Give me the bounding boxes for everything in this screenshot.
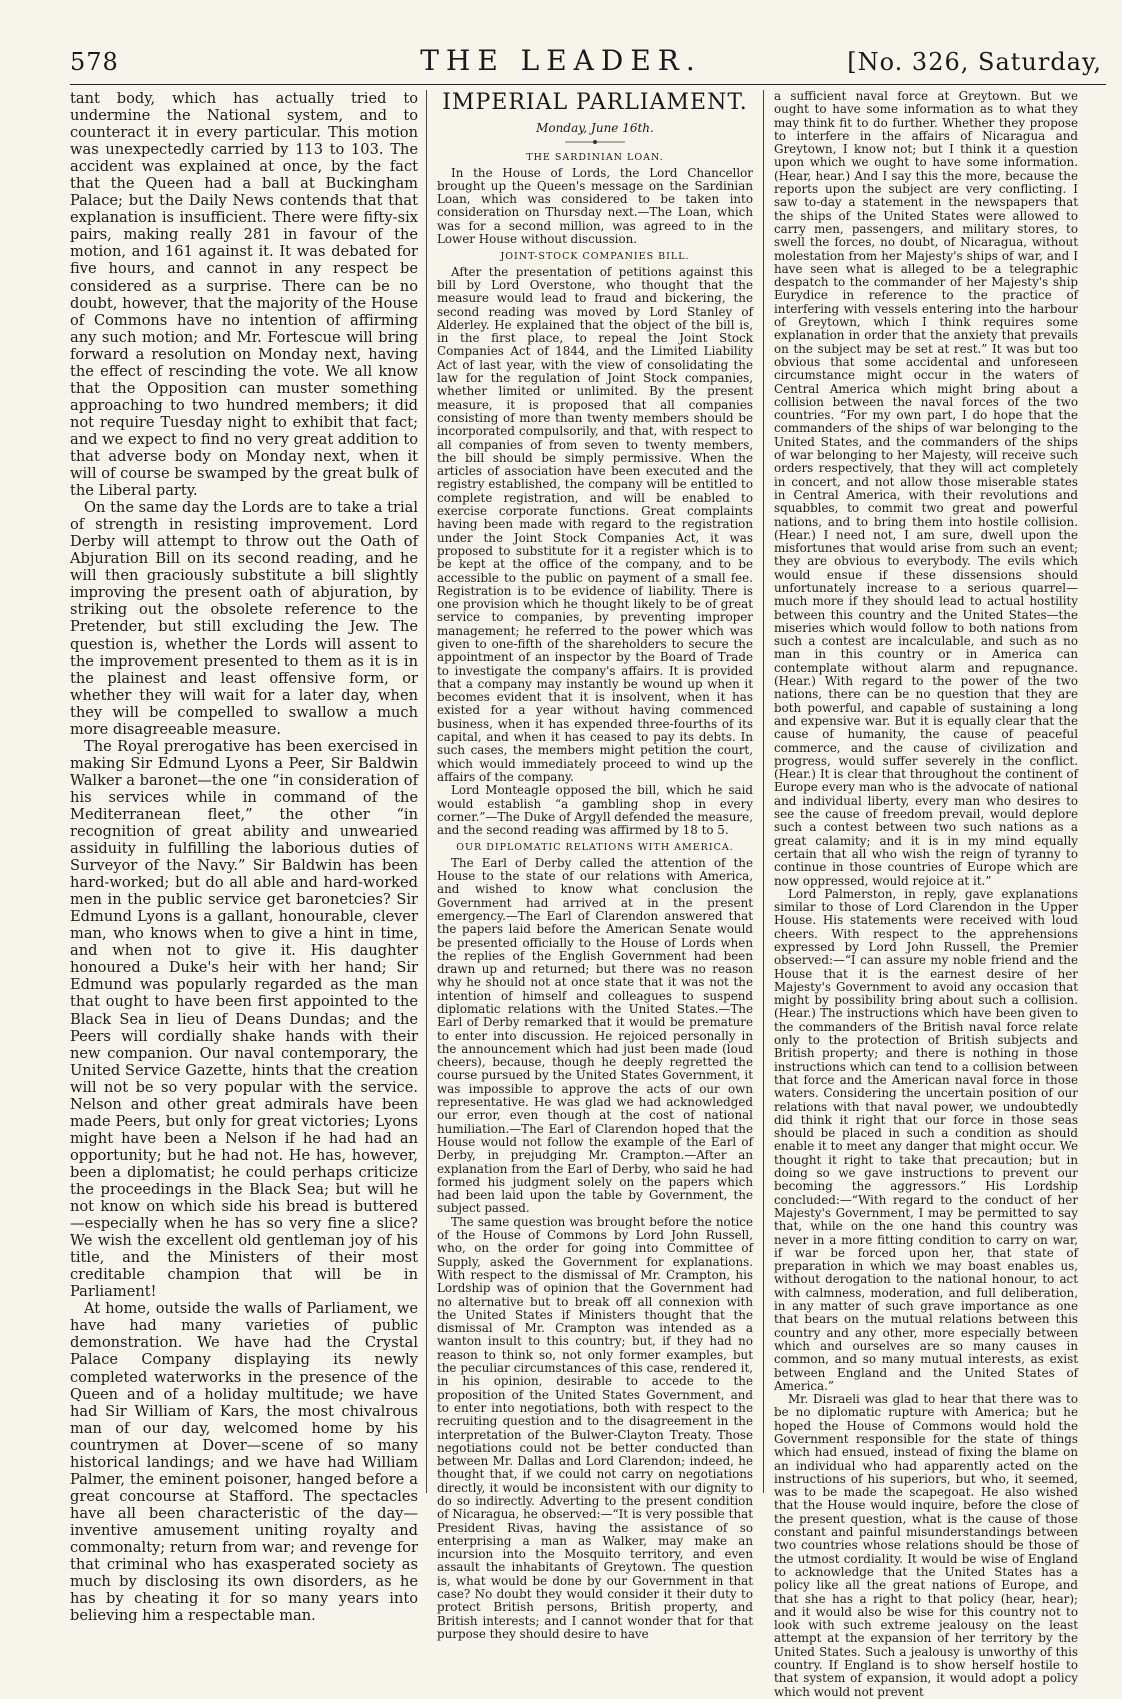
ornament-rule: [565, 139, 625, 145]
subheading: JOINT-STOCK COMPANIES BILL.: [500, 251, 690, 263]
paragraph: The same question was brought before the notice of the House of Commons by Lord John Russell, who, on the order for going into Committee of Supply, asked the Government for explanations. With respect to the dismissal of Mr. Crampton, his Lordship was of opinion that the Government had no alternative but to break off all connexion with the United States if Ministers thought that the dismissal of Mr. Crampton was intended as a wanton insult to this country; but, if they had no reason to think so, not only former examples, but the peculiar circumstances of this case, rendered it, in his opinion, desirable to accede to the proposition of the United States Government, and to enter into negotiations, both with respect to the recruiting question and to the disagreement in the interpretation of the Bulwer-Clayton Treaty. Those negotiations could not be better conducted than between Mr. Dallas and Lord Clarendon; indeed, he thought that, if we could not carry on negotiations directly, it would be inconsistent with our dignity to do so indirectly. Adverting to the present condition of Nicaragua, he observed:—“It is very possible that President Rivas, having the assistance of so enterprising a man as Walker, may make an incursion into the Mosquito territory, and even assault the inhabitants of Greytown. The question is, what would be done by our Government in that case? No doubt they would consider it their duty to protect British persons, British property, and British interests; and I cannot wonder that for that purpose they should desire to have: [437, 1214, 753, 1641]
paragraph: The Earl of Derby called the attention of the House to the state of our relations with America, and wished to know what conclusion the Government had arrived at in the present emergency.—The Earl of Clarendon answered that the papers laid before the American Senate would be presented officially to the House of Lords when the replies of the English Government had been drawn up and returned; but there was no reason why he should not at once state that it was not the intention of himself and colleagues to suspend diplomatic relations with the United States.—The Earl of Derby remarked that it would be premature to enter into discussion. He rejoiced personally in the announcement which had just been made (loud cheers), because, though he deeply regretted the course pursued by the United States Government, it was impossible to approve the acts of our own representative. He was glad we had acknowledged our error, even though at the cost of national humiliation.—The Earl of Clarendon hoped that the House would not follow the example of the Earl of Derby, in prejudging Mr. Crampton.—After an explanation from the Earl of Derby, who said he had formed his judgment solely on the papers which had been laid upon the table by Government, the subject passed.: [437, 855, 753, 1216]
newspaper-title: THE LEADER.: [420, 44, 702, 77]
subheading: THE SARDINIAN LOAN.: [526, 152, 664, 164]
paragraph: Lord Palmerston, in reply, gave explanations similar to those of Lord Clarendon in the Upper House. His statements were received with loud cheers. With respect to the apprehensions expressed by Lord John Russell, the Premier observed:—“I can assure my noble friend and the House that it is the earnest desire of her Majesty's Government to avoid any occasion that might by possibility bring about such a collision. (Hear.) The instructions which have been given to the commanders of the British naval force relate only to the protection of British subjects and British property; and there is nothing in those instructions which can tend to a collision between that force and the American naval force in those waters. Considering the uncertain position of our relations with that naval power, we undoubtedly did think it right that our force in those seas should be placed in such a condition as should enable it to meet any danger that might occur. We thought it right to take that precaution; but in doing so we gave instructions to prevent our becoming the aggressors.” His Lordship concluded:—“With regard to the conduct of her Majesty's Government, I may be permitted to say that, while on the one hand this country was never in a more fitting condition to carry on war, if war be forced upon her, that state of preparation in which we may boast enables us, without derogation to the national honour, to act with calmness, moderation, and full deliberation, in any matter of such grave importance as one that bears on the mutual relations between this country and any other, more especially between which and ourselves are so many causes in common, and so many mutual interests, as exist between England and the United States of America.”: [774, 886, 1078, 1393]
subheading: OUR DIPLOMATIC RELATIONS WITH AMERICA.: [456, 842, 734, 854]
issue-info: [No. 326, Saturday,: [847, 48, 1102, 76]
page-number: 578: [70, 48, 119, 76]
paragraph: At home, outside the walls of Parliament, we have had many varieties of public demonstration. We have had the Crystal Palace Company displaying its newly completed waterworks in the presence of the Queen and of a holiday multitude; we have had Sir William of Kars, the most chivalrous man of our day, welcomed home by his countrymen at Dover—scene of so many historical landings; and we have had William Palmer, the eminent poisoner, hanged before a great concourse at Stafford. The spectacles have all been characteristic of the day—inventive amusement uniting royalty and commonalty; return from war; and revenge for that criminal who has exasperated society as much by disclosing its own disorders, as he has by cheating it for so many years into believing him a respectable man.: [70, 1300, 418, 1625]
section-date: Monday, June 16th.: [536, 121, 654, 135]
paragraph: Mr. Disraeli was glad to hear that there was to be no diplomatic rupture with America; but he hoped the House of Commons would hold the Government responsible for the state of things which had ensued, instead of fixing the blame on an individual who had apparently acted on the instructions of his superiors, but who, it seemed, was to be made the scapegoat. He also wished that the House would inquire, before the close of the present question, what is the cause of those constant and painful misunderstandings between two countries whose relations should be those of the utmost cordiality. It would be wise of England to acknowledge that the United States has a policy like all the great nations of Europe, and that she has a right to that policy (hear, hear); and it would also be wise for this country not to look with such extreme jealousy on the least attempt at the expansion of her territory by the United States. Such a jealousy is unworthy of this country. If England is to show herself hostile to that system of expansion, it would adopt a policy which would not prevent: [774, 1392, 1078, 1699]
column-parliament: [426, 90, 763, 1641]
column-parliament-continued: [763, 89, 1078, 1699]
paragraph: a sufficient naval force at Greytown. But we ought to have some information as to what they may think fit to do further. Whether they propose to interfere in the affairs of Nicaragua and Greytown, I know not; but I think it a question upon which we ought to have some information. (Hear, hear.) And I say this the more, because the reports upon the subject are very conflicting. I saw to-day a statement in the newspapers that the ships of the United States were allowed to carry men, passengers, and military stores, to swell the forces, no doubt, of Nicaragua, without molestation from her Majesty's ships of war, and I have seen what is alleged to be a telegraphic despatch to the commander of her Majesty's ship Eurydice in reference to the practice of interfering with vessels entering into the harbour of Greytown, which I think requires some explanation in order that the anxiety that prevails on the subject may be set at rest.” It was but too obvious that some accidental and unforeseen circumstance might occur in the waters of Central America which might bring about a collision between the naval forces of the two countries. “For my own part, I do hope that the commanders of the ships of war belonging to the United States, and the commanders of the ships of war belonging to her Majesty, will receive such orders respectively, that they will act completely in concert, and not allow those miserable states in Central America, with their revolutions and squabbles, to commit two great and powerful nations, and to bring them into hostile collision. (Hear.) I need not, I am sure, dwell upon the misfortunes that would arise from such an event; they are obvious to everybody. The evils which would ensue if these dissensions should unfortunately increase to a serious quarrel—much more if they should lead to actual hostility between this country and the United States—the miseries which would follow to both nations from such a contest are incalculable, and such as no man in this country or in America can contemplate without alarm and repugnance. (Hear.) With regard to the power of the two nations, there can be no question that they are both powerful, and capable of sustaining a long and expensive war. But it is equally clear that the cause of humanity, the cause of peaceful commerce, and the cause of civilization and progress, would suffer severely in the conflict. (Hear.) It is clear that throughout the continent of Europe every man who is the advocate of national and individual liberty, every man who desires to see the cause of freedom prevail, would deplore such a contest between two such nations as a great calamity; and it is in my mind equally certain that all who wish the reign of tyranny to continue in those countries of Europe which are now oppressed, would rejoice at it.”: [774, 89, 1078, 888]
columns: [70, 89, 1106, 1699]
paragraph: tant body, which has actually tried to undermine the National system, and to counteract it in every particular. This motion was unexpectedly carried by 113 to 103. The accident was explained at once, by the fact that the Queen had a ball at Buckingham Palace; but the Daily News contends that that explanation is insufficient. There were fifty-six pairs, making really 281 in favour of the motion, and 161 against it. It was debated for five hours, and cannot in any respect be considered as a surprise. There can be no doubt, however, that the majority of the House of Commons have no intention of affirming any such motion; and Mr. Fortescue will bring forward a resolution on Monday next, having the effect of rescinding the vote. We all know that the Opposition can muster something approaching to two hundred members; it did not require Tuesday night to exhibit that fact; and we expect to find no very great addition to that adverse body on Monday next, when it will of course be swamped by the great bulk of the Liberal party.: [70, 90, 418, 500]
paragraph: In the House of Lords, the Lord Chancellor brought up the Queen's message on the Sardinian Loan, which was considered to be taken into consideration on Thursday next.—The Loan, which was for a second million, was agreed to in the Lower House without discussion.: [437, 165, 753, 247]
paragraph: On the same day the Lords are to take a trial of strength in resisting improvement. Lord Derby will attempt to throw out the Oath of Abjuration Bill on its second reading, and he will then graciously substitute a bill slightly improving the present oath of abjuration, by striking out the obsolete reference to the Pretender, but still excluding the Jew. The question is, whether the Lords will assent to the improvement presented to them as it is in the plainest and least offensive form, or whether they will wait for a later day, when they will be compelled to swallow a much more disagreeable measure.: [70, 499, 418, 738]
section-title: IMPERIAL PARLIAMENT.: [442, 90, 748, 115]
paragraph: After the presentation of petitions against this bill by Lord Overstone, who thought that the measure would lead to fraud and bickering, the second reading was moved by Lord Stanley of Alderley. He explained that the object of the bill is, in the first place, to repeal the Joint Stock Companies Act of 1844, and the Limited Liability Act of last year, with the view of consolidating the law for the regulation of Joint Stock companies, whether limited or unlimited. By the present measure, it is proposed that all companies consisting of more than twenty members should be incorporated compulsorily, and that, with respect to all companies of from seven to twenty members, the bill should be simply permissive. When the articles of association have been executed and the registry established, the company will be entitled to complete registration, and will be enabled to exercise corporate functions. Great complaints having been made with regard to the registration under the Joint Stock Companies Act, it was proposed to substitute for it a register which is to be kept at the office of the company, and to be accessible to the public on payment of a small fee. Registration is to be evidence of liability. There is one provision which he thought likely to be of great service to companies, by preventing improper management; he referred to the power which was given to one-fifth of the shareholders to secure the appointment of an inspector by the Board of Trade to investigate the company's affairs. It is provided that a company may instantly be wound up when it becomes evident that it is insolvent, when it has existed for a year without having commenced business, when it has expended three-fourths of its capital, and when it has ceased to pay its debts. In such cases, the members might petition the court, which would immediately proceed to wind up the affairs of the company.: [437, 264, 753, 784]
paragraph: The Royal prerogative has been exercised in making Sir Edmund Lyons a Peer, Sir Baldwin Walker a baronet—the one “in consideration of his services while in command of the Mediterranean fleet,” the other “in recognition of great ability and unwearied assiduity in fulfilling the laborious duties of Surveyor of the Navy.” Sir Baldwin has been hard-worked; but do all able and hard-worked men in the public service get baronetcies? Sir Edmund Lyons is a gallant, honourable, clever man, who knows when to give a hint in time, and when not to give it. His daughter honoured a Duke's heir with her hand; Sir Edmund was popularly regarded as the man that ought to have been first appointed to the Black Sea in lieu of Deans Dundas; and the Peers will cordially shake hands with their new companion. Our naval contemporary, the United Service Gazette, hints that the creation will not be so very popular with the service. Nelson and other great admirals have been made Peers, but only for great victories; Lyons might have been a Nelson if he had had an opportunity; but he had not. He has, however, been a diplomatist; he could perhaps criticize the proceedings in the Black Sea; but will he not know on which side his bread is buttered—especially when he has so very fine a slice? We wish the excellent old gentleman joy of his title, and the Ministers of their most creditable champion that will be in Parliament!: [70, 737, 418, 1301]
paragraph: Lord Monteagle opposed the bill, which he said would establish “a gambling shop in every corner.”—The Duke of Argyll defended the measure, and the second reading was affirmed by 18 to 5.: [437, 783, 753, 838]
header-rule: [70, 84, 1106, 85]
masthead: [0, 0, 1122, 90]
column-editorial: [70, 90, 426, 1625]
